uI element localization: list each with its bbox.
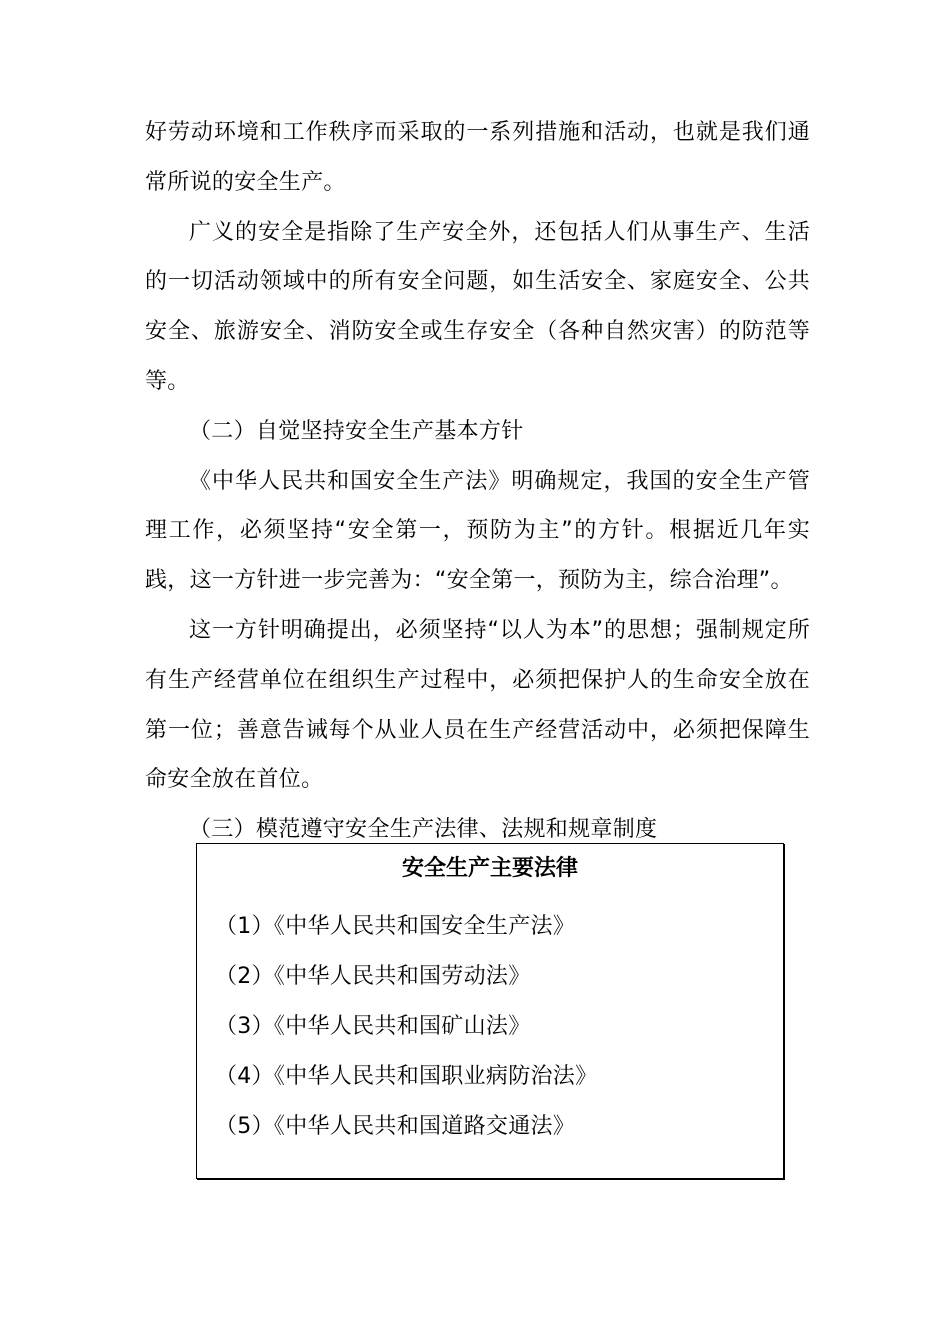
law-list [215, 902, 597, 1152]
paragraph-safety-definition-end: 好劳动环境和工作秩序而采取的一系列措施和活动，也就是我们通常所说的安全生产。 [145, 120, 810, 195]
law-item: （4）《中华人民共和国职业病防治法》 [215, 1064, 598, 1089]
paragraph-people-oriented: 这一方针明确提出，必须坚持“以人为本”的思想；强制规定所有生产经营单位在组织生产过程中，必须把保护人的生命安全放在第一位；善意告诫每个从业人员在生产经营活动中，必须把保障生命安全放在首位。 [145, 617, 810, 793]
section-heading-2: （二）自觉坚持安全生产基本方针 [189, 418, 524, 444]
law-item: （5）《中华人民共和国道路交通法》 [215, 1114, 576, 1139]
section-heading-3: （三）模范遵守安全生产法律、法规和规章制度 [189, 817, 658, 843]
law-item: （1）《中华人民共和国安全生产法》 [215, 914, 576, 939]
paragraph-broad-safety: 广义的安全是指除了生产安全外，还包括人们从事生产、生活的一切活动领域中的所有安全问题，如生活安全、家庭安全、公共安全、旅游安全、消防安全或生存安全（各种自然灾害）的防范等等。 [145, 219, 810, 394]
body-text [145, 108, 810, 855]
law-item: （2）《中华人民共和国劳动法》 [215, 964, 531, 989]
law-box-title: 安全生产主要法律 [401, 856, 578, 881]
law-item: （3）《中华人民共和国矿山法》 [215, 1014, 531, 1039]
main-laws-box [196, 843, 784, 1179]
paragraph-safety-law-policy: 《中华人民共和国安全生产法》明确规定，我国的安全生产管理工作，必须坚持“安全第一，预防为主”的方针。根据近几年实践，这一方针进一步完善为：“安全第一，预防为主，综合治理”。 [145, 468, 810, 594]
